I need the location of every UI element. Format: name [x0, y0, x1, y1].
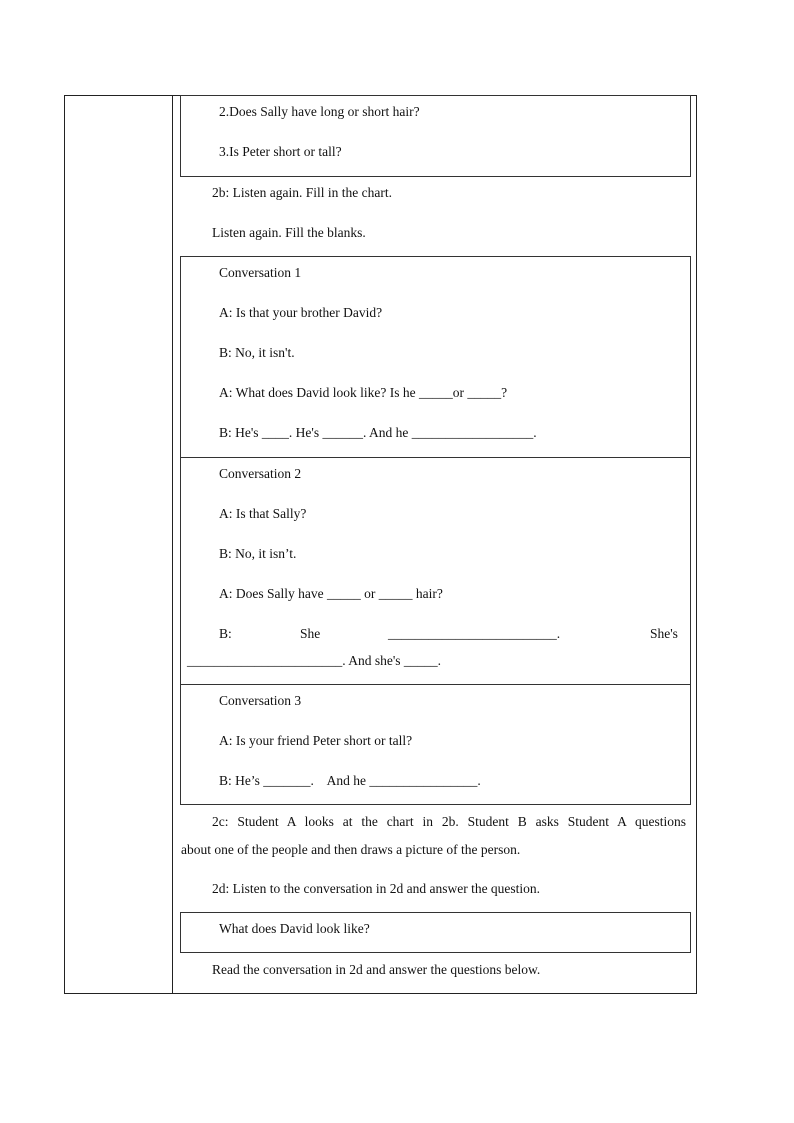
conversation-3-line-2: B: He’s _______. And he ________________.	[219, 773, 481, 788]
read-conversation-instruction: Read the conversation in 2d and answer the questions below.	[212, 962, 541, 977]
conversation-2-box	[180, 457, 691, 685]
listen-fill-instruction: Listen again. Fill the blanks.	[212, 225, 366, 240]
conversation-3-title: Conversation 3	[219, 693, 302, 708]
conversation-2-line-5: _______________________. And she's _____.	[187, 653, 442, 668]
conversation-1-line-4: B: He's ____. He's ______. And he __________________.	[219, 425, 537, 440]
conversation-2-line-4-shes: She's	[650, 626, 678, 641]
conversation-2-line-3: A: Does Sally have _____ or _____ hair?	[219, 586, 443, 601]
conversation-1-line-3: A: What does David look like? Is he _____or _____?	[219, 385, 508, 400]
conversation-1-line-2: B: No, it isn't.	[219, 345, 295, 360]
task-2c-line-1: 2c: Student A looks at the chart in 2b. Student B asks Student A questions	[212, 814, 686, 829]
column-divider	[172, 95, 173, 994]
conversation-2-line-4-she: She	[300, 626, 321, 641]
conversation-2-line-4-blank: _________________________.	[388, 626, 561, 641]
question-2: 2.Does Sally have long or short hair?	[219, 104, 420, 119]
conversation-2-line-4-speaker: B:	[219, 626, 232, 641]
conversation-2-title: Conversation 2	[219, 466, 302, 481]
conversation-2-line-2: B: No, it isn’t.	[219, 546, 297, 561]
conversation-1-line-1: A: Is that your brother David?	[219, 305, 383, 320]
conversation-3-line-1: A: Is your friend Peter short or tall?	[219, 733, 413, 748]
conversation-2-line-1: A: Is that Sally?	[219, 506, 307, 521]
conversation-1-title: Conversation 1	[219, 265, 302, 280]
david-question: What does David look like?	[219, 921, 370, 936]
task-2d: 2d: Listen to the conversation in 2d and answer the question.	[212, 881, 541, 896]
question-3: 3.Is Peter short or tall?	[219, 144, 342, 159]
task-2b: 2b: Listen again. Fill in the chart.	[212, 185, 392, 200]
task-2c-line-2: about one of the people and then draws a picture of the person.	[181, 842, 521, 857]
